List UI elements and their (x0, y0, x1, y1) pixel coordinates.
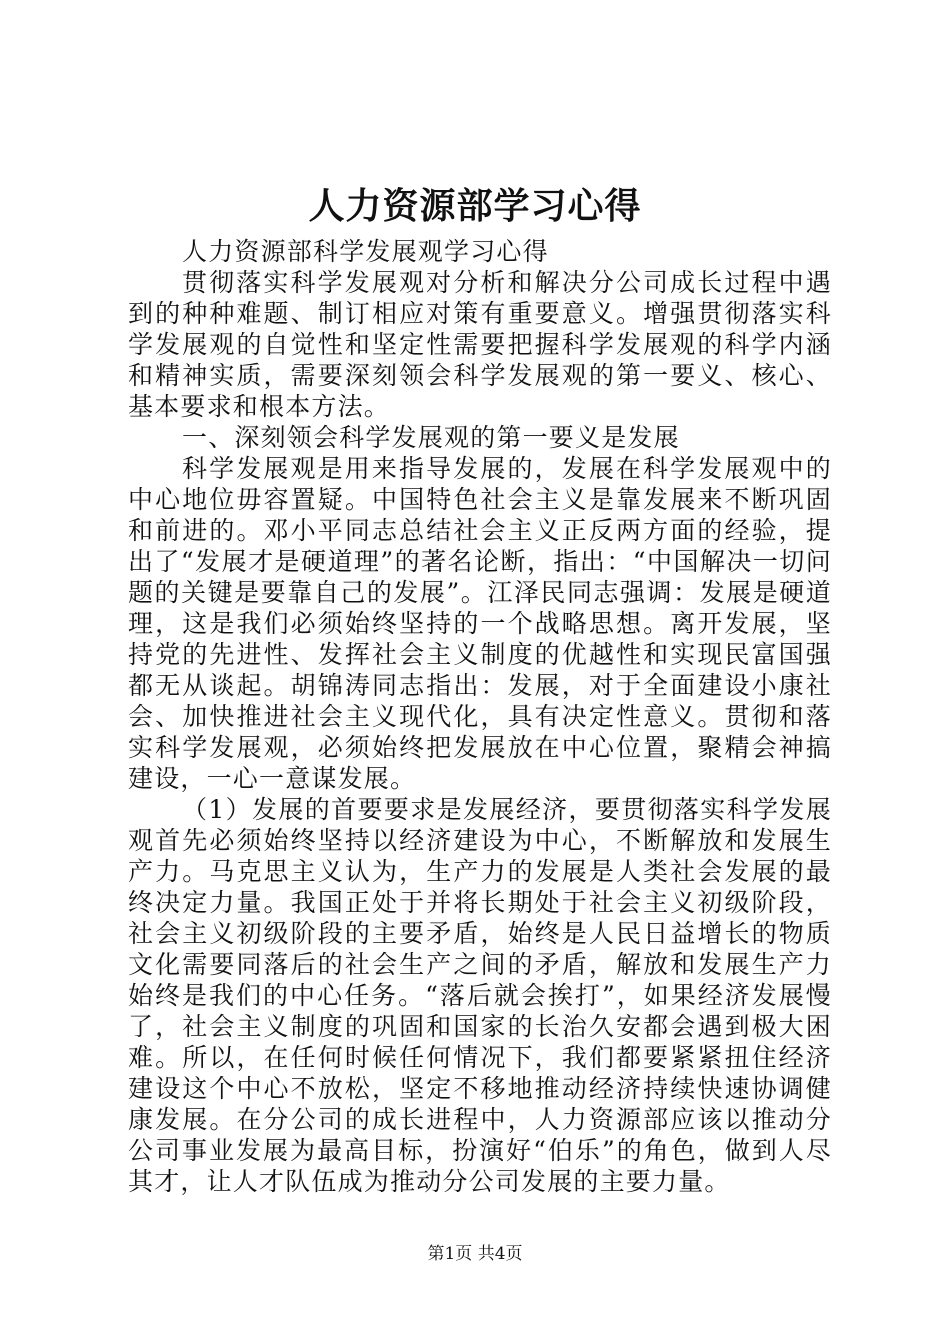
paragraph-subtitle: 人力资源部科学发展观学习心得 (182, 237, 549, 266)
section-heading: 一、深刻领会科学发展观的第一要义是发展 (182, 423, 680, 452)
paragraph-intro: 贯彻落实科学发展观对分析和解决分公司成长过程中遇到的种种难题、制订相应对策有重要意义。增强贯彻落实科学发展观的自觉性和坚定性需要把握科学发展观的科学内涵和精神实质，需要深刻领会科学发展观的第一要义、核心、基本要求和根本方法。 (128, 268, 832, 421)
page-number-footer: 第1页 共4页 (427, 1244, 523, 1264)
document-title: 人力资源部学习心得 (308, 186, 642, 227)
paragraph-development: 科学发展观是用来指导发展的，发展在科学发展观中的中心地位毋容置疑。中国特色社会主义是靠发展来不断巩固和前进的。邓小平同志总结社会主义正反两方面的经验，提出了“发展才是硬道理”的著名论断，指出：“中国解决一切问题的关键是要靠自己的发展”。江泽民同志强调：发展是硬道理，这是我们必须始终坚持的一个战略思想。离开发展，坚持党的先进性、发挥社会主义制度的优越性和实现民富国强都无从谈起。胡锦涛同志指出：发展，对于全面建设小康社会、加快推进社会主义现代化，具有决定性意义。贯彻和落实科学发展观，必须始终把发展放在中心位置，聚精会神搞建设，一心一意谋发展。 (128, 454, 832, 793)
paragraph-economy: （1）发展的首要要求是发展经济，要贯彻落实科学发展观首先必须始终坚持以经济建设为中心，不断解放和发展生产力。马克思主义认为，生产力的发展是人类社会发展的最终决定力量。我国正处于并将长期处于社会主义初级阶段，社会主义初级阶段的主要矛盾，始终是人民日益增长的物质文化需要同落后的社会生产之间的矛盾，解放和发展生产力始终是我们的中心任务。“落后就会挨打”，如果经济发展慢了，社会主义制度的巩固和国家的长治久安都会遇到极大困难。所以，在任何时候任何情况下，我们都要紧紧扭住经济建设这个中心不放松，坚定不移地推动经济持续快速协调健康发展。在分公司的成长进程中，人力资源部应该以推动分公司事业发展为最高目标，扮演好“伯乐”的角色，做到人尽其才，让人才队伍成为推动分公司发展的主要力量。 (128, 795, 832, 1196)
document-body (128, 236, 832, 1197)
